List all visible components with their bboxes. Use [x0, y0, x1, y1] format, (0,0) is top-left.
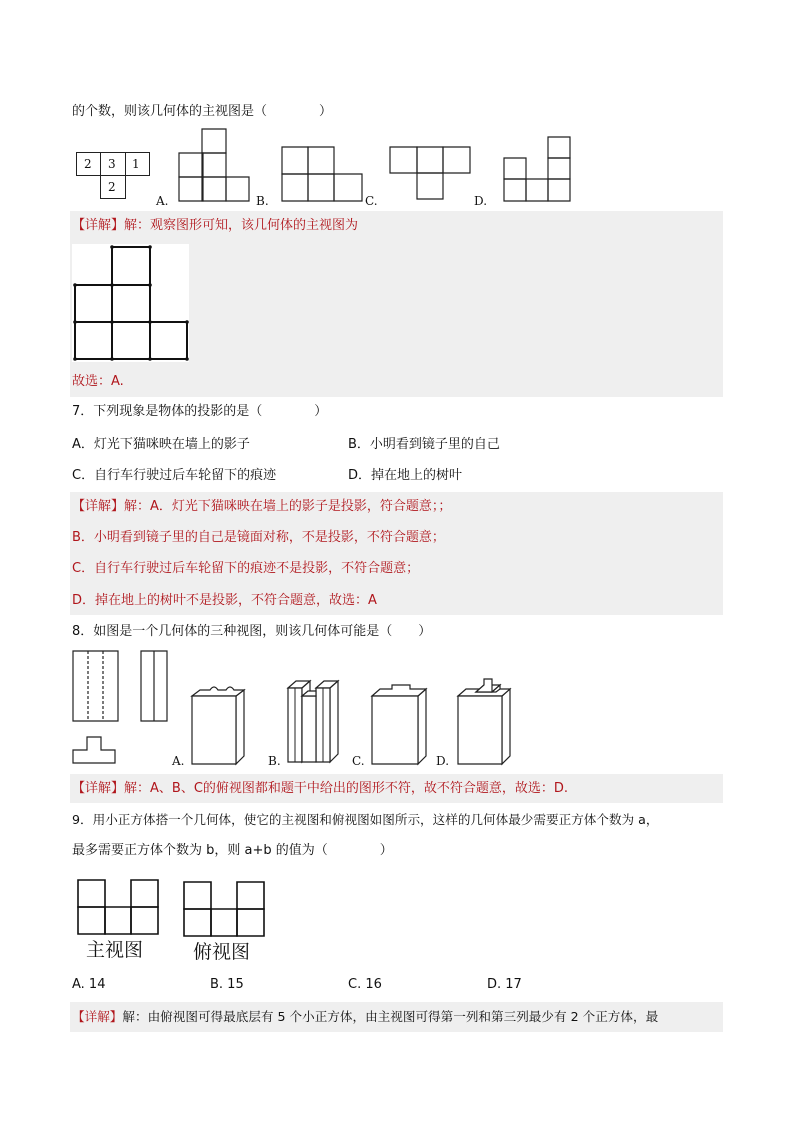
q9-top-view-caption: 俯视图	[193, 941, 251, 963]
q9-option-d[interactable]: D. 17	[487, 977, 522, 992]
q7-option-d[interactable]: D．掉在地上的树叶	[348, 468, 463, 483]
q8-answer-line	[72, 781, 568, 797]
answer-tag: 【详解】	[72, 499, 125, 514]
q8-option-d-solid	[456, 676, 512, 766]
q6-option-a-figure	[178, 128, 250, 202]
q9-option-c[interactable]: C. 16	[348, 977, 382, 992]
q8-option-b-label[interactable]: B.	[268, 754, 281, 768]
answer-tag: 【详解】	[72, 1009, 123, 1024]
q9-stem-line-1: 9．用小正方体搭一个几何体，使它的主视图和俯视图如图所示，这样的几何体最少需要正方体个数为 a，	[72, 812, 659, 827]
answer-text: 解：观察图形可知，该几何体的主视图为	[124, 218, 359, 233]
q7-answer-line-3: C．自行车行驶过后车轮留下的痕迹不是投影，不符合题意；	[72, 561, 420, 576]
answer-text: 解：A、B、C的俯视图都和题干中给出的图形不符，故不符合题意，故选：D.	[124, 781, 569, 796]
answer-text: 解：由俯视图可得最底层有 5 个小正方体，由主视图可得第一列和第三列最少有 2 个正方体，最	[122, 1009, 659, 1024]
grid-number: 2	[84, 157, 92, 171]
q6-option-d-figure	[503, 136, 571, 202]
grid-number: 3	[108, 157, 116, 171]
q9-top-view-grid	[183, 881, 265, 937]
answer-text: 解：A．灯光下猫咪映在墙上的影子是投影，符合题意；；	[124, 499, 452, 514]
q7-answer-line-1	[72, 499, 451, 515]
q8-option-a-label[interactable]: A.	[172, 754, 185, 768]
q9-front-view-caption: 主视图	[86, 939, 144, 961]
q9-option-a[interactable]: A. 14	[72, 977, 106, 992]
q9-option-b[interactable]: B. 15	[210, 977, 244, 992]
q7-option-c[interactable]: C．自行车行驶过后车轮留下的痕迹	[72, 468, 277, 483]
option-b-label[interactable]: B.	[256, 194, 269, 208]
q6-option-c-figure	[389, 146, 471, 200]
q9-stem-line-2: 最多需要正方体个数为 b，则 a+b 的值为（ ）	[72, 843, 393, 858]
option-c-label[interactable]: C.	[365, 194, 378, 208]
q8-option-c-solid	[370, 684, 428, 766]
q8-top-view	[72, 736, 116, 764]
answer-tag: 【详解】	[72, 218, 125, 233]
q9-front-view-grid	[77, 879, 159, 935]
q8-option-d-label[interactable]: D.	[436, 754, 450, 768]
answer-tag: 【详解】	[72, 781, 125, 796]
option-d-label[interactable]: D.	[474, 194, 488, 208]
option-a-label[interactable]: A.	[156, 194, 169, 208]
q8-option-b-solid	[286, 678, 342, 766]
q7-stem: 7．下列现象是物体的投影的是（ ）	[72, 404, 328, 419]
q8-stem: 8．如图是一个几何体的三种视图，则该几何体可能是（ ）	[72, 624, 432, 639]
q7-answer-line-2: B．小明看到镜子里的自己是镜面对称，不是投影，不符合题意；	[72, 530, 445, 545]
q7-option-a[interactable]: A．灯光下猫咪映在墙上的影子	[72, 437, 250, 452]
q6-option-b-figure	[281, 146, 363, 202]
q8-side-view	[140, 650, 168, 722]
q6-answer-line	[72, 218, 358, 234]
grid-number: 2	[108, 180, 116, 194]
q6-answer-figure	[74, 246, 188, 360]
q8-option-a-solid	[190, 682, 246, 766]
q6-stem-end: 的个数，则该几何体的主视图是（ ）	[72, 104, 333, 119]
q9-answer-line	[72, 1009, 658, 1025]
q6-choice: 故选：A.	[72, 374, 124, 389]
q7-answer-line-4: D．掉在地上的树叶不是投影，不符合题意，故选：A	[72, 593, 377, 608]
q8-front-view	[72, 650, 119, 722]
q8-option-c-label[interactable]: C.	[352, 754, 365, 768]
grid-number: 1	[132, 157, 140, 171]
q7-option-b[interactable]: B．小明看到镜子里的自己	[348, 437, 500, 452]
